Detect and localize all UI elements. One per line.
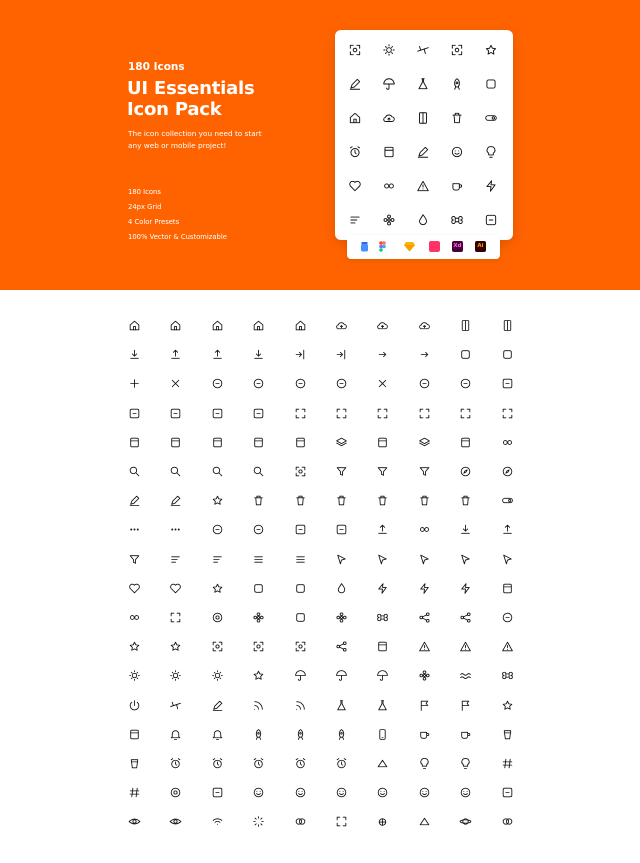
fullscreen-icon — [459, 407, 472, 420]
navigation-icon — [335, 553, 348, 566]
rocket-launch-icon — [294, 728, 307, 741]
beach-icon — [376, 669, 389, 682]
figma-icon — [377, 241, 388, 252]
loading-icon — [252, 815, 265, 828]
planet-icon — [459, 815, 472, 828]
link-chain-icon — [501, 436, 514, 449]
invision-icon — [429, 241, 440, 252]
bolt-fill-icon — [459, 582, 472, 595]
iconjar-icon — [359, 241, 370, 252]
info-circle-icon — [418, 377, 431, 390]
layers-icon — [335, 436, 348, 449]
add-square-icon — [484, 213, 498, 227]
zoom-out-icon — [252, 465, 265, 478]
alarm-icon — [348, 145, 362, 159]
close-icon — [169, 377, 182, 390]
fire-icon — [335, 582, 348, 595]
share-alt-icon — [459, 611, 472, 624]
door-closed-icon — [501, 319, 514, 332]
coffee-bold-icon — [459, 728, 472, 741]
maximize-icon — [376, 407, 389, 420]
wifi-icon — [211, 815, 224, 828]
minus-circle-icon — [335, 377, 348, 390]
icon-preview-card — [335, 30, 513, 240]
coffee-icon — [450, 179, 464, 193]
arrow-left-bar-icon — [376, 348, 389, 361]
power-icon — [128, 699, 141, 712]
share-nodes-icon — [418, 611, 431, 624]
umbrella-bold-icon — [335, 669, 348, 682]
align-right-icon — [211, 553, 224, 566]
description-line1: The icon collection you need to start — [128, 129, 262, 138]
home-roof-icon — [252, 319, 265, 332]
flower-bold-icon — [335, 611, 348, 624]
close-circle-icon — [376, 377, 389, 390]
minus-square-icon — [128, 407, 141, 420]
flame-icon — [416, 213, 430, 227]
sun-icon — [169, 669, 182, 682]
toggle-icon — [501, 494, 514, 507]
trash-up-icon — [459, 494, 472, 507]
rocket-icon — [450, 77, 464, 91]
filter-fill-icon — [418, 465, 431, 478]
bolt-outline-icon — [418, 582, 431, 595]
lightning-icon — [484, 179, 498, 193]
tablet-icon — [128, 436, 141, 449]
warning-bold-icon — [459, 640, 472, 653]
description-line2: any web or mobile project! — [128, 141, 227, 150]
thermometer-icon — [376, 699, 389, 712]
magic-wand-icon — [416, 145, 430, 159]
pizza-icon — [418, 815, 431, 828]
sketch-icon — [404, 241, 415, 252]
cloud-upload-icon — [382, 111, 396, 125]
focus-scan-icon — [450, 43, 464, 57]
book-open-icon — [382, 145, 396, 159]
moon-star-icon — [252, 669, 265, 682]
feature-vector: 100% Vector & Customizable — [128, 233, 227, 241]
grid-square-icon — [211, 786, 224, 799]
heart-bold-icon — [169, 582, 182, 595]
lightbulb-icon — [484, 145, 498, 159]
alert-circle-icon — [459, 377, 472, 390]
icon-count-eyebrow: 180 Icons — [128, 61, 185, 73]
exit-fullscreen-icon — [501, 407, 514, 420]
expand-icon — [335, 407, 348, 420]
slash-circle-icon — [252, 377, 265, 390]
more-vertical-icon — [169, 523, 182, 536]
search-bold-icon — [169, 465, 182, 478]
hash-icon — [128, 786, 141, 799]
clone-icon — [128, 728, 141, 741]
command-icon — [450, 213, 464, 227]
illustrator-icon: Ai — [475, 241, 486, 252]
hero-background — [0, 0, 640, 290]
pencil-icon — [169, 494, 182, 507]
door-icon — [416, 111, 430, 125]
airplane-icon — [416, 43, 430, 57]
home-icon — [348, 111, 362, 125]
stack-icon — [418, 436, 431, 449]
duplicate-icon — [376, 436, 389, 449]
text-align-icon — [348, 213, 362, 227]
hashtag-icon — [501, 757, 514, 770]
logout-icon — [335, 348, 348, 361]
home-door-icon — [211, 319, 224, 332]
airplane-icon — [169, 699, 182, 712]
emoji-square-icon — [501, 786, 514, 799]
archive-icon — [211, 436, 224, 449]
monitor-icon — [169, 436, 182, 449]
minimize-icon — [418, 407, 431, 420]
share-icon — [376, 523, 389, 536]
rotate-icon — [501, 611, 514, 624]
heart-icon — [128, 582, 141, 595]
menu-bold-icon — [294, 553, 307, 566]
home-heart-icon — [294, 319, 307, 332]
download-bar-icon — [252, 348, 265, 361]
sparkle-icon — [128, 640, 141, 653]
send-icon — [376, 553, 389, 566]
box-icon — [376, 640, 389, 653]
heart-icon — [348, 179, 362, 193]
home-alt-icon — [169, 319, 182, 332]
filter-outline-icon — [376, 465, 389, 478]
tree-icon — [418, 669, 431, 682]
brightness-icon — [211, 669, 224, 682]
home-icon — [128, 319, 141, 332]
arrow-right-bar-icon — [418, 348, 431, 361]
lifebuoy-icon — [211, 611, 224, 624]
bell-icon — [169, 728, 182, 741]
flower-icon — [382, 213, 396, 227]
contrast-icon — [294, 815, 307, 828]
eye-off-icon — [169, 815, 182, 828]
collapse-icon — [294, 407, 307, 420]
sad-icon — [252, 786, 265, 799]
cloud-sync-icon — [418, 319, 431, 332]
cursor-pointer-icon — [501, 553, 514, 566]
menu-icon — [252, 553, 265, 566]
alert-square-icon — [252, 407, 265, 420]
filter-icon — [335, 465, 348, 478]
login-icon — [294, 348, 307, 361]
flower-icon — [252, 611, 265, 624]
more-vertical-circle-icon — [252, 523, 265, 536]
alarm-off-icon — [294, 757, 307, 770]
scan-face-icon — [211, 640, 224, 653]
moon-star-icon — [484, 43, 498, 57]
pen-edit-icon — [348, 77, 362, 91]
door-open-icon — [459, 319, 472, 332]
alarm-alt-icon — [335, 757, 348, 770]
smile-icon — [450, 145, 464, 159]
upload-icon — [169, 348, 182, 361]
feature-icon-count: 180 Icons — [128, 188, 161, 196]
feature-grid: 24px Grid — [128, 203, 162, 211]
bolt-icon — [376, 582, 389, 595]
frame-icon — [169, 611, 182, 624]
phone-icon — [376, 728, 389, 741]
filter-lines-icon — [128, 553, 141, 566]
warning-diamond-icon — [416, 179, 430, 193]
flag-icon — [418, 699, 431, 712]
thumbs-down-icon — [294, 582, 307, 595]
wand-sparkle-icon — [211, 494, 224, 507]
zoom-in-icon — [211, 465, 224, 478]
feature-color-presets: 4 Color Presets — [128, 218, 180, 226]
block-icon — [211, 377, 224, 390]
rss-icon — [294, 699, 307, 712]
copy-icon — [294, 436, 307, 449]
sunrise-icon — [128, 669, 141, 682]
bell-alert-icon — [211, 728, 224, 741]
waves-icon — [459, 669, 472, 682]
page-title-line1: UI Essentials — [127, 78, 255, 99]
rocket-icon — [252, 728, 265, 741]
hero-banner — [0, 0, 640, 290]
cursor-click-icon — [459, 553, 472, 566]
face-scan-bold-icon — [252, 640, 265, 653]
flask-icon — [335, 699, 348, 712]
venn-icon — [501, 815, 514, 828]
more-square-vertical-icon — [335, 523, 348, 536]
add-circle-icon — [294, 377, 307, 390]
book-icon — [252, 436, 265, 449]
command-bold-icon — [501, 669, 514, 682]
close-square-icon — [169, 407, 182, 420]
frame-tl-icon — [335, 815, 348, 828]
command-link-icon — [128, 611, 141, 624]
trash-x-icon — [376, 494, 389, 507]
search-icon — [128, 465, 141, 478]
flag-wave-icon — [459, 699, 472, 712]
sunrise-icon — [382, 43, 396, 57]
add-square-icon — [501, 377, 514, 390]
cursor-icon — [418, 553, 431, 566]
trash-full-icon — [418, 494, 431, 507]
compass-icon — [459, 465, 472, 478]
target-icon — [169, 786, 182, 799]
more-horizontal-icon — [128, 523, 141, 536]
download-icon — [128, 348, 141, 361]
more-square-icon — [294, 523, 307, 536]
external-link-icon — [418, 523, 431, 536]
star-box-icon — [169, 640, 182, 653]
cloud-up-icon — [335, 319, 348, 332]
branch-icon — [335, 640, 348, 653]
app-compatibility-bar — [347, 235, 500, 259]
command-link-icon — [382, 179, 396, 193]
info-square-icon — [211, 407, 224, 420]
eye-icon — [128, 815, 141, 828]
smile-icon — [294, 786, 307, 799]
404-icon — [459, 348, 472, 361]
scan-face-icon — [348, 43, 362, 57]
download-arrow-icon — [459, 523, 472, 536]
focus-icon — [294, 640, 307, 653]
umbrella-icon — [294, 669, 307, 682]
cup-bold-icon — [128, 757, 141, 770]
thumbs-up-icon — [484, 77, 498, 91]
command-icon — [376, 611, 389, 624]
bug-icon — [376, 815, 389, 828]
stop-icon — [459, 436, 472, 449]
image-wide-icon — [501, 348, 514, 361]
xd-icon: Xd — [452, 241, 463, 252]
sort-lines-icon — [169, 553, 182, 566]
trash-bold-icon — [335, 494, 348, 507]
trash-icon — [252, 494, 265, 507]
puzzle-icon — [294, 611, 307, 624]
upload-arrow-icon — [501, 523, 514, 536]
trash-icon — [450, 111, 464, 125]
warning-diamond-icon — [501, 640, 514, 653]
alarm-ring-icon — [252, 757, 265, 770]
lightbulb-icon — [418, 757, 431, 770]
cup-icon — [501, 728, 514, 741]
more-circle-icon — [211, 523, 224, 536]
cool-icon — [459, 786, 472, 799]
toggle-icon — [484, 111, 498, 125]
star-badge-icon — [501, 699, 514, 712]
wink-icon — [418, 786, 431, 799]
thumbs-up-icon — [252, 582, 265, 595]
magic-wand-icon — [128, 494, 141, 507]
rocket-bold-icon — [335, 728, 348, 741]
pen-edit-icon — [211, 699, 224, 712]
upload-bar-icon — [211, 348, 224, 361]
lightbulb-bold-icon — [459, 757, 472, 770]
coffee-icon — [418, 728, 431, 741]
compass-fill-icon — [501, 465, 514, 478]
plus-icon — [128, 377, 141, 390]
bookmark-icon — [501, 582, 514, 595]
trash-lines-icon — [294, 494, 307, 507]
warning-icon — [418, 640, 431, 653]
flask-icon — [416, 77, 430, 91]
page-title-line2: Icon Pack — [127, 99, 222, 120]
alarm-bold-icon — [211, 757, 224, 770]
umbrella-icon — [382, 77, 396, 91]
grin-icon — [376, 786, 389, 799]
rss-square-icon — [252, 699, 265, 712]
triangle-icon — [376, 757, 389, 770]
happy-icon — [335, 786, 348, 799]
star-icon — [211, 582, 224, 595]
cloud-down-icon — [376, 319, 389, 332]
alarm-icon — [169, 757, 182, 770]
scan-icon — [294, 465, 307, 478]
